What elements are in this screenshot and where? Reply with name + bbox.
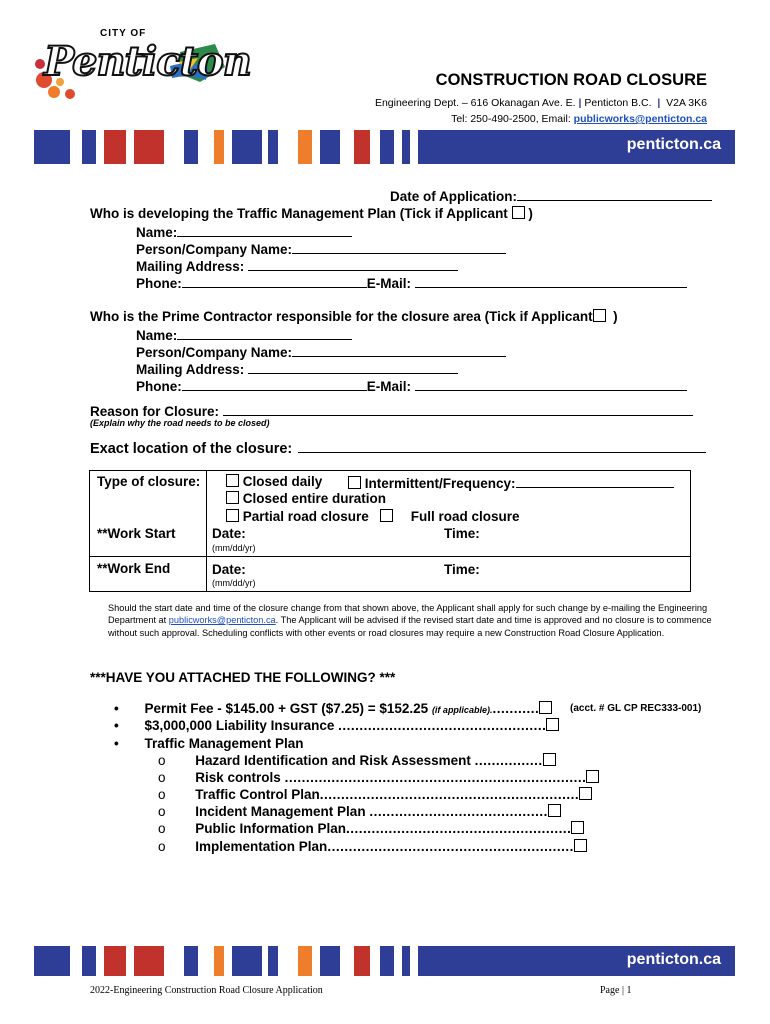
traffic-control-checkbox[interactable] [579,787,592,800]
tmp-name-row [136,223,352,240]
risk-controls-label: Risk controls [195,770,281,785]
banner-site: penticton.ca [626,136,721,153]
notice-text-2: . The Applicant will be advised if the revised start date and time is approved and no closure is to commence without such approval. Scheduling conflicts with other events or road closures may require a new Construction Road Closure Application. [108,615,712,638]
tmp-company-field[interactable] [292,240,506,254]
permit-fee-note: (if applicable). [431,705,493,715]
prime-company-row [136,343,506,360]
closed-daily-label: Closed daily [242,474,323,489]
sub-item-risk [158,770,599,785]
full-row [380,509,520,524]
prime-mailing-row [136,360,458,377]
sub-item-incident [158,804,561,819]
bullet: • [114,718,119,733]
divider: | [578,97,582,109]
company-label: Person/Company Name: [136,242,293,257]
page-number: Page | 1 [600,985,632,996]
tmp-name-field[interactable] [177,223,352,237]
intermittent-row [348,474,674,491]
closed-entire-label: Closed entire duration [242,491,387,506]
address-line [375,97,707,109]
implementation-label: Implementation Plan [195,839,328,854]
logo-name: Penticton [44,38,251,85]
full-checkbox[interactable] [380,509,393,522]
city-logo [30,22,251,102]
work-end-date-hint: (mm/dd/yr) [212,578,256,588]
incident-checkbox[interactable] [548,804,561,817]
name-label: Name: [136,225,178,240]
leader-dots: .......................................... [369,804,548,819]
sub-item-public [158,821,584,836]
prime-mailing-field[interactable] [248,360,458,374]
prime-question [90,309,618,324]
leader-dots: ........... [492,701,540,716]
work-end-date-label: Date: [212,562,246,577]
location-row [90,439,706,457]
sub-item-traffic [158,787,592,802]
phone-label: Phone: [136,276,182,291]
sub-bullet: o [158,770,166,785]
tmp-phone-field[interactable] [182,274,367,288]
leader-dots: ................................................. [338,718,547,733]
risk-controls-checkbox[interactable] [586,770,599,783]
permit-fee-label: Permit Fee - $145.00 + GST ($7.25) = $152.25 [144,701,429,716]
hazard-checkbox[interactable] [543,753,556,766]
contact-prefix: Tel: 250-490-2500, Email: [451,113,574,125]
reason-label: Reason for Closure: [90,404,220,419]
partial-checkbox[interactable] [226,509,239,522]
address-part-c: V2A 3K6 [666,97,707,109]
acct-number: (acct. # GL CP REC333-001) [570,703,702,714]
location-field[interactable] [298,439,706,453]
name-label: Name: [136,328,178,343]
work-end-label: **Work End [97,561,171,576]
tmp-question-text: Who is developing the Traffic Management Plan (Tick if Applicant [90,206,508,221]
bullet: • [114,701,119,716]
attachments-heading: ***HAVE YOU ATTACHED THE FOLLOWING? *** [90,670,396,685]
insurance-label: $3,000,000 Liability Insurance [144,718,335,733]
prime-phone-field[interactable] [182,377,367,391]
sub-bullet: o [158,753,166,768]
footer-banner-site: penticton.ca [626,951,721,968]
prime-company-field[interactable] [292,343,506,357]
table-hline [89,556,690,557]
location-label: Exact location of the closure: [90,441,293,457]
prime-name-row [136,326,352,343]
leader-dots: ............................................................. [319,787,580,802]
tmp-applicant-checkbox[interactable] [512,206,525,219]
prime-question-close: ) [613,309,618,324]
tmp-mailing-row [136,257,458,274]
divider: | [654,97,664,109]
intermittent-checkbox[interactable] [348,476,361,489]
tmp-mailing-field[interactable] [248,257,458,271]
intermittent-label: Intermittent/Frequency: [364,476,516,491]
partial-row [226,509,369,524]
prime-email-field[interactable] [415,377,687,391]
address-part-b: Penticton B.C. [584,97,652,109]
leader-dots: ....................................................................... [284,770,587,785]
tmp-phone-row [136,274,687,291]
tmp-attachment-label: Traffic Management Plan [144,736,304,751]
implementation-checkbox[interactable] [574,839,587,852]
mailing-label: Mailing Address: [136,362,245,377]
email-label: E-Mail: [366,276,412,291]
sub-item-implementation [158,839,587,854]
address-part-a: Engineering Dept. – 616 Okanagan Ave. E. [374,97,576,109]
company-label: Person/Company Name: [136,345,293,360]
sub-item-hazard [158,753,556,768]
full-label: Full road closure [410,509,520,524]
public-info-label: Public Information Plan [195,821,347,836]
reason-row [90,402,693,419]
sub-bullet: o [158,804,166,819]
work-start-date-label: Date: [212,526,246,541]
prime-question-text: Who is the Prime Contractor responsible for the closure area (Tick if Applicant [90,309,593,324]
notice-paragraph [108,602,714,639]
email-label: E-Mail: [366,379,412,394]
permit-fee-row [114,701,552,716]
date-of-application-label: Date of Application: [390,189,517,204]
closed-entire-checkbox[interactable] [226,491,239,504]
logo-city-of: CITY OF [100,28,147,39]
tmp-question-close: ) [528,206,533,221]
page-title: CONSTRUCTION ROAD CLOSURE [435,71,707,89]
work-end-time-label: Time: [444,562,480,577]
reason-field[interactable] [223,402,693,416]
table-vline [206,470,207,591]
notice-text-1: Should the start date and time of the closure change from that shown above, the Applicant shall apply for such change by e-mailing the Engineering Department at [108,603,708,626]
date-of-application [390,187,712,204]
email-link[interactable]: publicworks@penticton.ca [573,113,707,125]
top-banner [34,130,735,164]
closed-entire-row [226,491,386,506]
prime-phone-row [136,377,687,394]
tmp-question [90,206,533,221]
closed-daily-checkbox[interactable] [226,474,239,487]
partial-label: Partial road closure [242,509,369,524]
sub-bullet: o [158,839,166,854]
hazard-label: Hazard Identification and Risk Assessment [195,753,471,768]
sub-bullet: o [158,787,166,802]
permit-fee-checkbox[interactable] [539,701,552,714]
bullet: • [114,736,119,751]
incident-label: Incident Management Plan [195,804,366,819]
closed-daily-row [226,474,322,489]
tmp-attachment-row [114,736,304,751]
insurance-checkbox[interactable] [546,718,559,731]
tmp-email-field[interactable] [415,274,687,288]
reason-hint: (Explain why the road needs to be closed) [90,418,270,428]
leader-dots: ..................................................... [346,821,572,836]
leader-dots: .......................................................... [327,839,574,854]
mailing-label: Mailing Address: [136,259,245,274]
bottom-banner [34,946,735,976]
phone-label: Phone: [136,379,182,394]
traffic-control-label: Traffic Control Plan [195,787,320,802]
insurance-row [114,718,559,733]
type-of-closure-label: Type of closure: [97,474,201,489]
work-start-label: **Work Start [97,526,176,541]
work-start-time-label: Time: [444,526,480,541]
work-start-date-hint: (mm/dd/yr) [212,543,256,553]
contact-line [451,113,707,125]
date-of-application-field[interactable] [517,187,712,201]
prime-name-field[interactable] [177,326,352,340]
tmp-company-row [136,240,506,257]
intermittent-field[interactable] [516,474,674,488]
prime-applicant-checkbox[interactable] [593,309,606,322]
sub-bullet: o [158,821,166,836]
public-info-checkbox[interactable] [571,821,584,834]
leader-dots: ................ [474,753,543,768]
notice-email-link[interactable]: publicworks@penticton.ca [168,615,276,626]
footer-doc-name: 2022-Engineering Construction Road Closure Application [90,985,323,996]
